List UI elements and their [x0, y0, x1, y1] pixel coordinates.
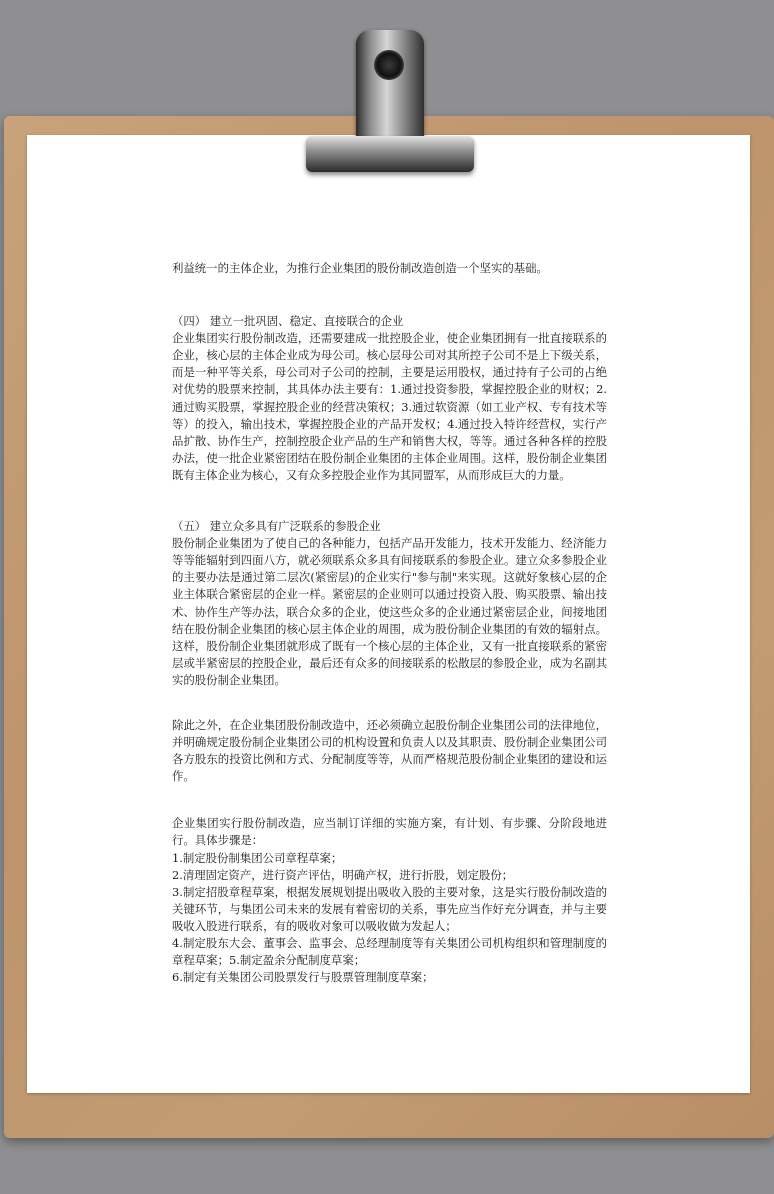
document-text	[172, 260, 607, 986]
paragraph-legal-status: 除此之外，在企业集团股份制改造中，还必须确立起股份制企业集团公司的法律地位，并明确规定股份制企业集团公司的机构设置和负责人以及其职责、股份制企业集团公司各方股东的投资比例和方式、分配制度等等，从而严格规范股份制企业集团的建设和运作。	[172, 717, 607, 784]
step-item: 3.制定招股章程草案，根据发展规划提出吸收入股的主要对象，这是实行股份制改造的关键环节，与集团公司未来的发展有着密切的关系，事先应当作好充分调查，并与主要吸收入股进行联系，有的吸收对象可以吸收做为发起人；	[172, 884, 607, 933]
step-item: 6.制定有关集团公司股票发行与股票管理制度草案；	[172, 970, 434, 985]
binder-clip-lever	[356, 30, 424, 148]
section-4-body: 企业集团实行股份制改造，还需要建成一批控股企业，使企业集团拥有一批直接联系的企业，核心层的主体企业成为母公司。核心层母公司对其所控子公司不是上下级关系，而是一种平等关系，母公司对子公司的控制，主要是运用股权，通过持有子公司的占绝对优势的股票来控制，其具体办法主要有：1.通过投资参股，掌握控股企业的财权；2.通过购买股票，掌握控股企业的经营决策权；3.通过软资源（如工业产权、专有技术等等）的投入，输出技术，掌握控股企业的产品开发权；4.通过投入特许经营权，实行产品扩散、协作生产，控制控股企业产品的生产和销售大权，等等。通过各种各样的控股办法，使一批企业紧密团结在股份制企业集团的主体企业周围。这样，股份制企业集团既有主体企业为核心，又有众多控股企业作为其同盟军，从而形成巨大的力量。	[172, 331, 607, 482]
section-5-heading: （五） 建立众多具有广泛联系的参股企业	[172, 519, 381, 534]
step-item: 2.清理固定资产，进行资产评估，明确产权，进行折股，划定股份；	[172, 867, 514, 882]
step-item: 1.制定股份制集团公司章程草案；	[172, 850, 343, 865]
binder-clip-base	[306, 136, 474, 172]
intro-line: 利益统一的主体企业，为推行企业集团的股份制改造创造一个坚实的基础。	[172, 261, 548, 275]
section-5-body: 股份制企业集团为了使自己的各种能力，包括产品开发能力，技术开发能力、经济能力等等能辐射到四面八方，就必须联系众多具有间接联系的参股企业。建立众多参股企业的主要办法是通过第二层次(紧密层)的企业实行"参与制"来实现。这就好象核心层的企业主体联合紧密层的企业一样。紧密层的企业则可以通过投资入股、购买股票、输出技术、协作生产等办法，联合众多的企业，使这些众多的企业通过紧密层企业，间接地团结在股份制企业集团的核心层主体企业的周围，成为股份制企业集团的有效的辐射点。这样，股份制企业集团就形成了既有一个核心层的主体企业，又有一批直接联系的紧密层或半紧密层的控股企业，最后还有众多的间接联系的松散层的参股企业，成为名副其实的股份制企业集团。	[172, 536, 607, 687]
step-item: 4.制定股东大会、董事会、监事会、总经理制度等有关集团公司机构组织和管理制度的章程草案；5.制定盈余分配制度草案；	[172, 936, 607, 968]
binder-clip-hole	[374, 50, 404, 80]
section-4-heading: （四） 建立一批巩固、稳定、直接联合的企业	[172, 314, 404, 329]
steps-intro: 企业集团实行股份制改造，应当制订详细的实施方案，有计划、有步骤、分阶段地进行。具体步骤是：	[172, 816, 607, 848]
